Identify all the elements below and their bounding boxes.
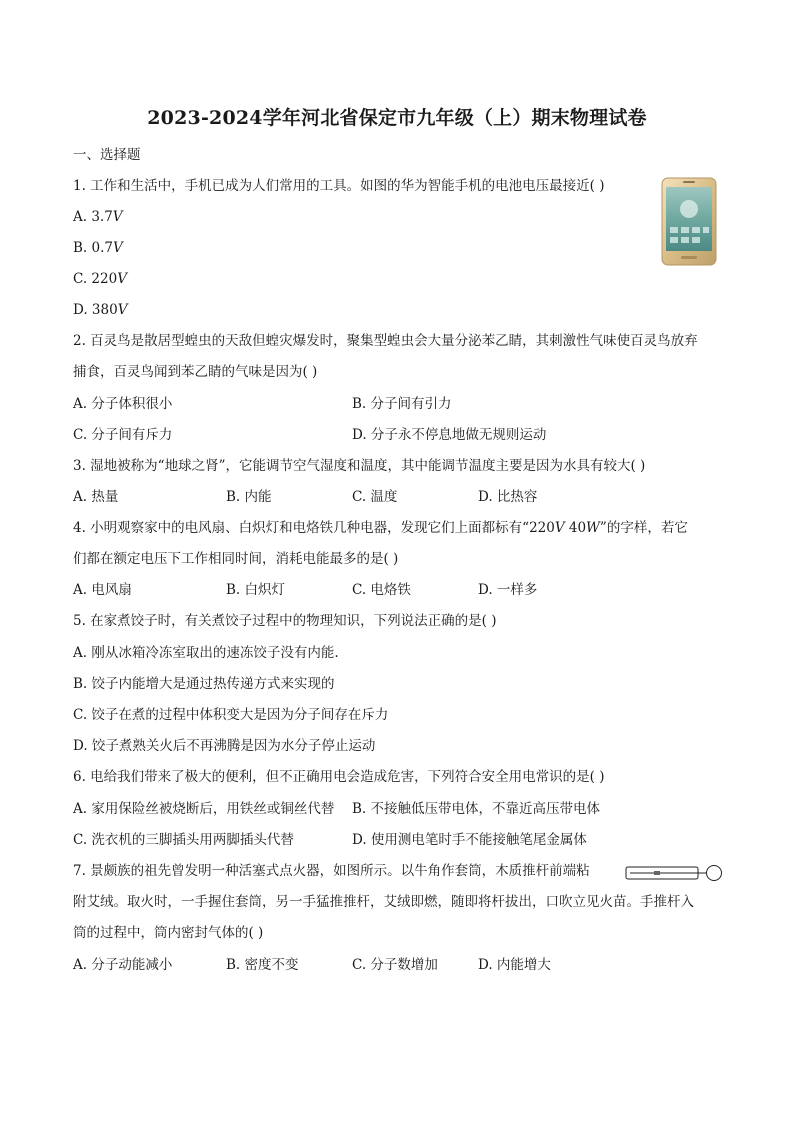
q7-option-c: C. 分子数增加: [352, 957, 438, 973]
q3-option-b: B. 内能: [226, 489, 272, 505]
page-title: 2023-2024学年河北省保定市九年级（上）期末物理试卷: [147, 107, 647, 129]
q5-option-c: C. 饺子在煮的过程中体积变大是因为分子间存在斥力: [73, 707, 389, 723]
q2-stem-line1: 2. 百灵鸟是散居型蝗虫的天敌但蝗灾爆发时，聚集型蝗虫会大量分泌苯乙睛，其刺激性气味使百灵鸟放弃: [73, 333, 698, 349]
q1-stem: 1. 工作和生活中，手机已成为人们常用的工具。如图的华为智能手机的电池电压最接近( ): [73, 178, 605, 194]
q3-option-c: C. 温度: [352, 489, 398, 505]
q4-stem-line1: 4. 小明观察家中的电风扇、白炽灯和电烙铁几种电器，发现它们上面都标有“220𝑉 40𝑊”的字样，若它: [73, 520, 688, 536]
piston-lighter-diagram: [624, 861, 724, 885]
q1-option-c: C. 220𝑉: [73, 271, 127, 287]
q3-option-a: A. 热量: [73, 489, 119, 505]
q4-option-c: C. 电烙铁: [352, 582, 411, 598]
q1-option-b: B. 0.7𝑉: [73, 240, 123, 256]
q3-stem: 3. 湿地被称为“地球之肾”，它能调节空气湿度和温度，其中能调节温度主要是因为水具有较大( ): [73, 458, 646, 474]
q4-stem-line2: 们都在额定电压下工作相同时间，消耗电能最多的是( ): [73, 551, 399, 567]
q2-option-d: D. 分子永不停息地做无规则运动: [352, 427, 547, 443]
q5-option-a: A. 刚从冰箱冷冻室取出的速冻饺子没有内能.: [73, 645, 339, 661]
q4-option-a: A. 电风扇: [73, 582, 132, 598]
q6-option-d: D. 使用测电笔时手不能接触笔尾金属体: [352, 832, 587, 848]
q7-stem-line3: 筒的过程中，筒内密封气体的( ): [73, 925, 264, 941]
q2-option-c: C. 分子间有斥力: [73, 427, 173, 443]
q3-option-d: D. 比热容: [478, 489, 538, 505]
q6-option-a: A. 家用保险丝被烧断后，用铁丝或铜丝代替: [73, 801, 335, 817]
q5-option-d: D. 饺子煮熟关火后不再沸腾是因为水分子停止运动: [73, 738, 376, 754]
q1-option-a: A. 3.7𝑉: [73, 209, 123, 225]
q5-option-b: B. 饺子内能增大是通过热传递方式来实现的: [73, 676, 335, 692]
q6-option-b: B. 不接触低压带电体，不靠近高压带电体: [352, 801, 601, 817]
q2-stem-line2: 捕食，百灵鸟闻到苯乙睛的气味是因为( ): [73, 364, 318, 380]
q4-option-d: D. 一样多: [478, 582, 538, 598]
q6-option-c: C. 洗衣机的三脚插头用两脚插头代替: [73, 832, 294, 848]
q4-option-b: B. 白炽灯: [226, 582, 286, 598]
q7-option-b: B. 密度不变: [226, 957, 299, 973]
q5-stem: 5. 在家煮饺子时，有关煮饺子过程中的物理知识，下列说法正确的是( ): [73, 613, 497, 629]
q2-option-b: B. 分子间有引力: [352, 396, 452, 412]
q7-stem-line1: 7. 景颇族的祖先曾发明一种活塞式点火器，如图所示。以牛角作套筒，木质推杆前端粘: [73, 863, 590, 879]
smartphone-image: [661, 177, 717, 266]
q6-stem: 6. 电给我们带来了极大的便利，但不正确用电会造成危害，下列符合安全用电常识的是( ): [73, 769, 605, 785]
q2-option-a: A. 分子体积很小: [73, 396, 173, 412]
q7-option-a: A. 分子动能减小: [73, 957, 173, 973]
q7-stem-line2: 附艾绒。取火时，一手握住套筒，另一手猛推推杆，艾绒即燃，随即将杆拔出，口吹立见火苗。手推杆入: [73, 894, 694, 910]
section-heading: 一、选择题: [73, 147, 141, 163]
q1-option-d: D. 380𝑉: [73, 302, 128, 318]
q7-option-d: D. 内能增大: [478, 957, 551, 973]
